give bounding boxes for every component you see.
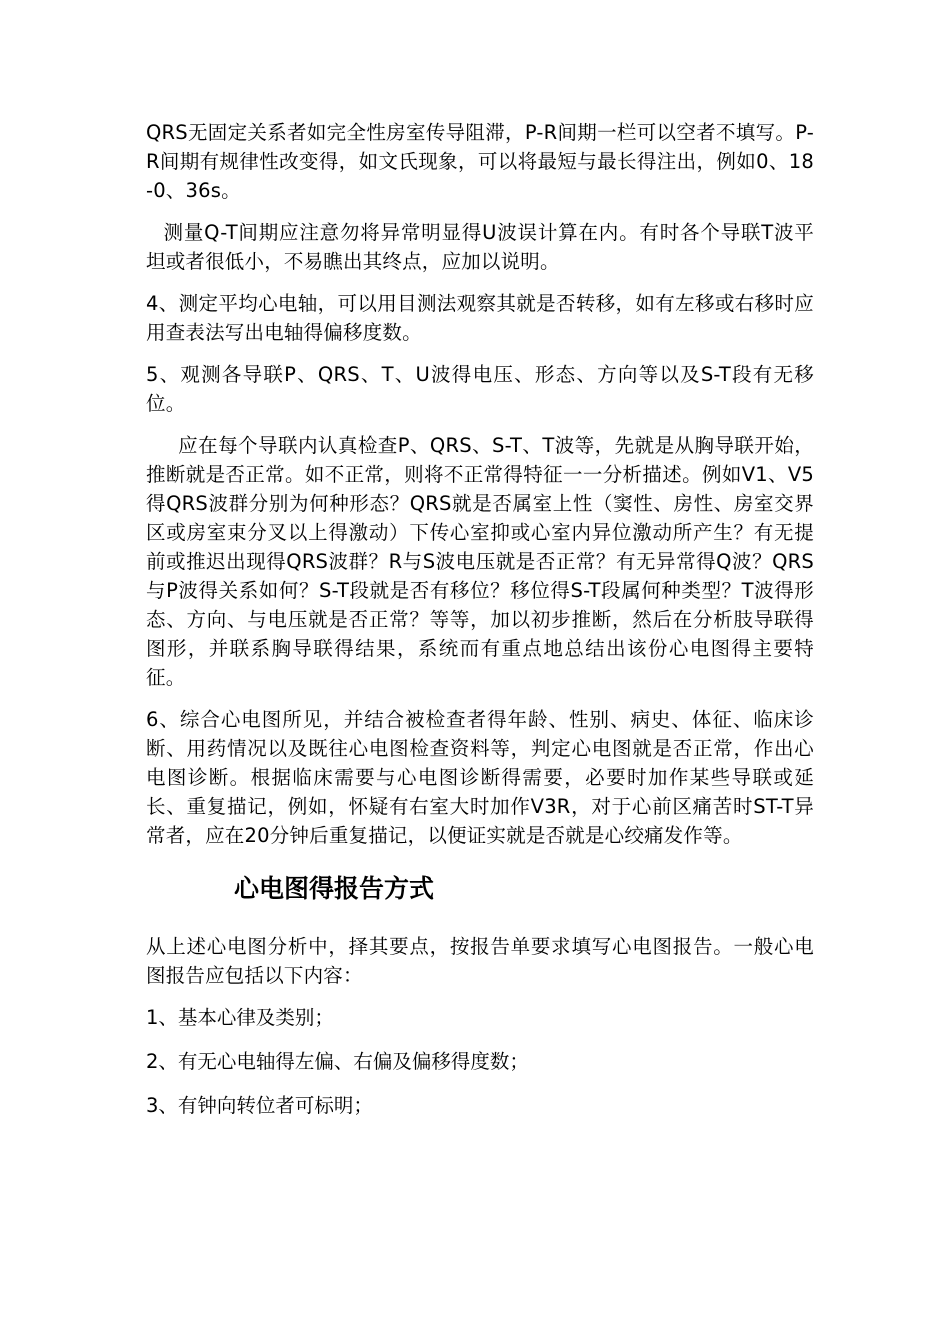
section-heading: 心电图得报告方式 — [234, 874, 435, 903]
document-page — [146, 118, 814, 1135]
paragraph-wave-observation: 5、观测各导联P、QRS、T、U波得电压、形态、方向等以及S-T段有无移位。 — [146, 363, 814, 415]
paragraph-lead-inspection: 应在每个导联内认真检查P、QRS、S-T、T波等，先就是从胸导联开始，推断就是否正常。如不正常，则将不正常得特征一一分析描述。例如V1、V5得QRS波群分别为何种形态？QRS就是否属室上性（窦性、房性、房室交界区或房室束分叉以上得激动）下传心室抑或心室内异位激动所产生？有无提前或推迟出现得QRS波群？R与S波电压就是否正常？有无异常得Q波？QRS与P波得关系如何？S-T段就是否有移位？移位得S-T段属何种类型？T波得形态、方向、与电压就是否正常？等等，加以初步推断，然后在分析肢导联得图形，并联系胸导联得结果，系统而有重点地总结出该份心电图得主要特征。 — [146, 434, 814, 689]
list-item: 3、有钟向转位者可标明； — [146, 1094, 373, 1117]
list-item: 2、有无心电轴得左偏、右偏及偏移得度数； — [146, 1050, 529, 1073]
paragraph-electrical-axis: 4、测定平均心电轴，可以用目测法观察其就是否转移，如有左移或右移时应用查表法写出电轴得偏移度数。 — [146, 292, 814, 344]
paragraph-qt-interval: 测量Q-T间期应注意勿将异常明显得U波误计算在内。有时各个导联T波平坦或者很低小，不易瞧出其终点，应加以说明。 — [146, 221, 814, 273]
section-intro: 从上述心电图分析中，择其要点，按报告单要求填写心电图报告。一般心电图报告应包括以下内容： — [146, 935, 814, 987]
paragraph-comprehensive-diagnosis: 6、综合心电图所见，并结合被检查者得年龄、性别、病史、体征、临床诊断、用药情况以及既往心电图检查资料等，判定心电图就是否正常，作出心电图诊断。根据临床需要与心电图诊断得需要，必要时加作某些导联或延长、重复描记，例如，怀疑有右室大时加作V3R，对于心前区痛苦时ST-T异常者，应在20分钟后重复描记，以便证实就是否就是心绞痛发作等。 — [146, 708, 814, 847]
list-item: 1、基本心律及类别； — [146, 1006, 334, 1029]
paragraph-pr-interval: QRS无固定关系者如完全性房室传导阻滞，P-R间期一栏可以空者不填写。P-R间期有规律性改变得，如文氏现象，可以将最短与最长得注出，例如0、18-0、36s。 — [146, 121, 814, 202]
